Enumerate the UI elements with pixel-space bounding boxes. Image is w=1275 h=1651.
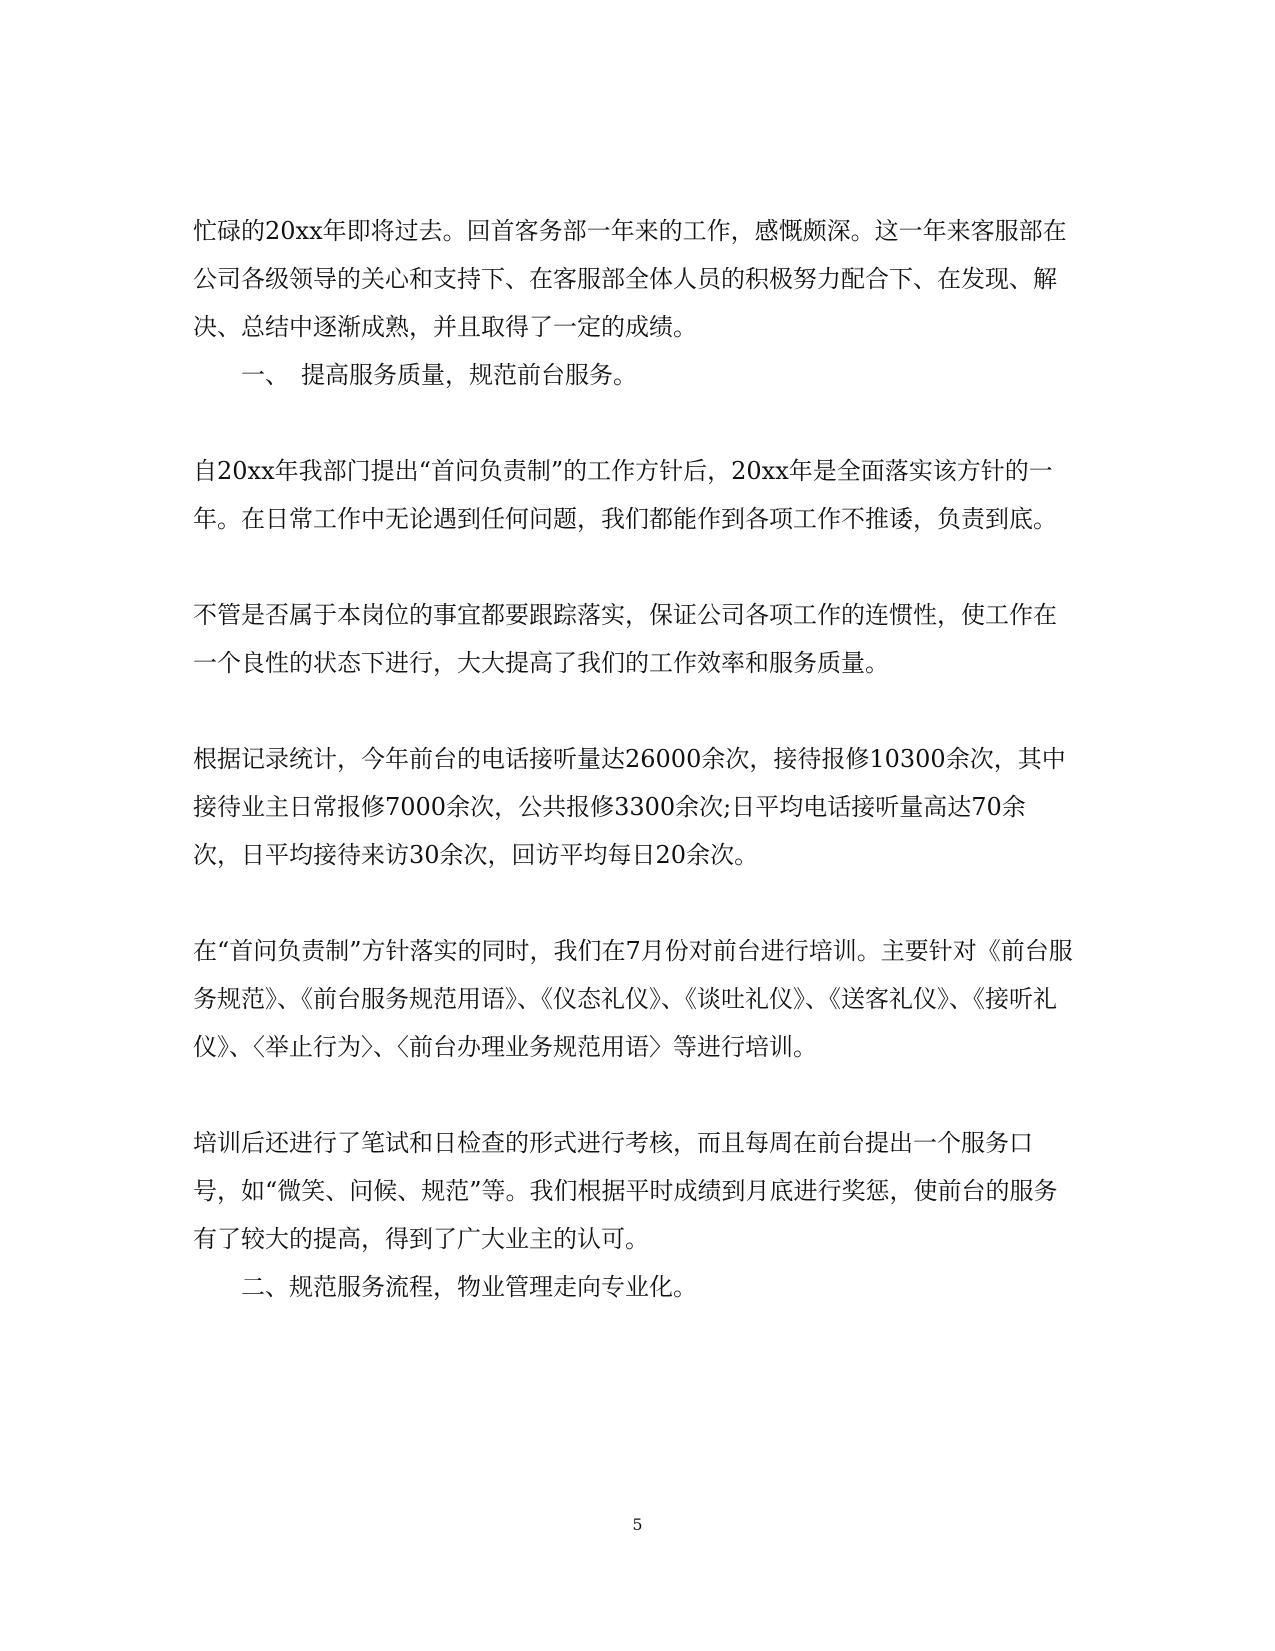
paragraph-gap: [193, 399, 1073, 447]
statistics-paragraph: 根据记录统计，今年前台的电话接听量达26000余次，接待报修10300余次，其中接待业主日常报修7000余次，公共报修3300余次;日平均电话接听量高达70余次，日平均接待来访30余次，回访平均每日20余次。: [193, 745, 1066, 869]
document-body: [193, 207, 1073, 1311]
paragraph-gap: [193, 879, 1073, 927]
first-responsibility-paragraph: 自20xx年我部门提出“首问负责制”的工作方针后，20xx年是全面落实该方针的一年。在日常工作中无论遇到任何问题，我们都能作到各项工作不推诿，负责到底。: [193, 457, 1057, 533]
paragraph-gap: [193, 687, 1073, 735]
section-heading-2: 二、规范服务流程，物业管理走向专业化。: [241, 1273, 697, 1301]
intro-paragraph: 忙碌的20xx年即将过去。回首客务部一年来的工作，感慨颇深。这一年来客服部在公司各级领导的关心和支持下、在客服部全体人员的积极努力配合下、在发现、解决、总结中逐渐成熟，并且取得了一定的成绩。: [193, 217, 1067, 341]
paragraph-gap: [193, 1071, 1073, 1119]
section-heading-1: 一、 提高服务质量，规范前台服务。: [241, 361, 637, 389]
training-paragraph: 在“首问负责制”方针落实的同时，我们在7月份对前台进行培训。主要针对《前台服务规范》、《前台服务规范用语》、《仪态礼仪》、《谈吐礼仪》、《送客礼仪》、《接听礼仪》、〈举止行为〉、〈前台办理业务规范用语〉等进行培训。: [193, 937, 1073, 1061]
paragraph-gap: [193, 543, 1073, 591]
assessment-paragraph: 培训后还进行了笔试和日检查的形式进行考核，而且每周在前台提出一个服务口号，如“微笑、问候、规范”等。我们根据平时成绩到月底进行奖惩，使前台的服务有了较大的提高，得到了广大业主的认可。: [193, 1129, 1058, 1253]
follow-up-paragraph: 不管是否属于本岗位的事宜都要跟踪落实，保证公司各项工作的连惯性，使工作在一个良性的状态下进行，大大提高了我们的工作效率和服务质量。: [193, 601, 1057, 677]
page-number: 5: [632, 1515, 643, 1534]
